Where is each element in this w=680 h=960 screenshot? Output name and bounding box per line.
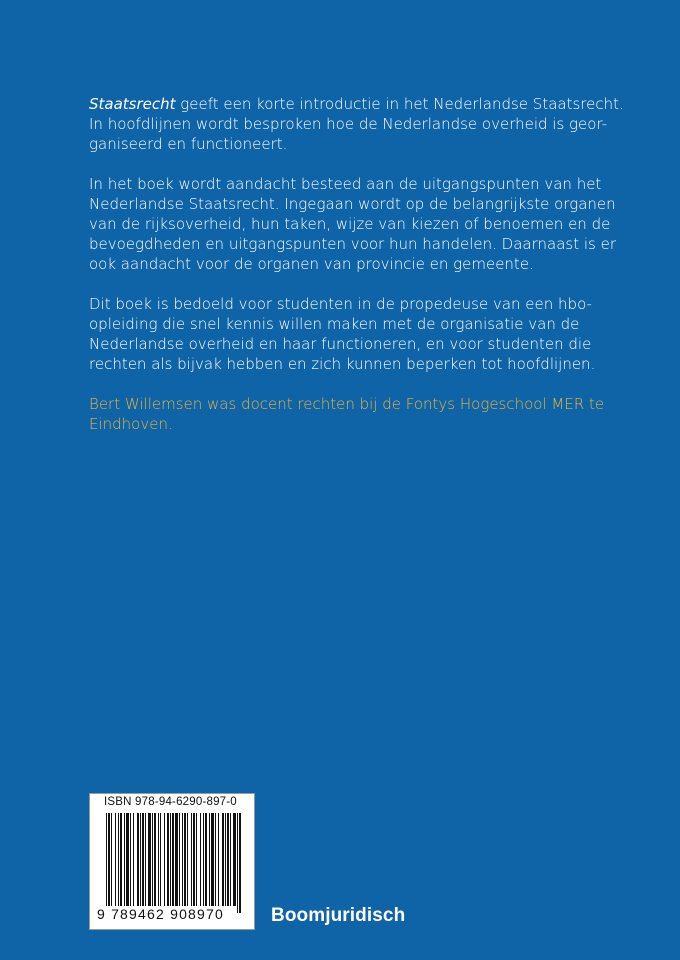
blurb-line: Dit boek is bedoeld voor studenten in de propedeuse van een hbo- <box>89 295 592 313</box>
author-bio-line: Eindhoven. <box>89 415 173 433</box>
author-bio-line: Bert Willemsen was docent rechten bij de Fontys Hogeschool MER te <box>89 395 605 413</box>
blurb-line: ganiseerd en functioneert. <box>89 135 288 153</box>
blurb-paragraph-audience <box>89 294 629 374</box>
blurb-paragraph-intro <box>89 94 629 154</box>
isbn-barcode <box>89 793 255 930</box>
blurb-line: rechten als bijvak hebben en zich kunnen beperken tot hoofdlijnen. <box>89 355 596 373</box>
book-title-italic: Staatsrecht <box>89 95 176 113</box>
publisher-logo: Boomjuridisch <box>271 905 406 926</box>
blurb-line: Nederlandse Staatsrecht. Ingegaan wordt op de belangrijkste organen <box>89 195 616 213</box>
blurb-line: van de rijksoverheid, hun taken, wijze van kiezen of benoemen en de <box>89 215 611 233</box>
author-bio <box>89 394 629 434</box>
blurb-line: opleiding die snel kennis willen maken met de organisatie van de <box>89 315 580 333</box>
back-cover-blurb <box>89 94 629 454</box>
blurb-line: In hoofdlijnen wordt besproken hoe de Nederlandse overheid is geor- <box>89 115 608 133</box>
blurb-line: bevoegdheden en uitgangspunten voor hun handelen. Daarnaast is er <box>89 235 616 253</box>
barcode-digits: 9 789462 908970 <box>97 906 224 922</box>
blurb-line: Nederlandse overheid en haar functioneren, en voor studenten die <box>89 335 592 353</box>
blurb-line: Staatsrecht geeft een korte introductie in het Nederlandse Staatsrecht. <box>89 95 624 113</box>
blurb-line: ook aandacht voor de organen van provincie en gemeente. <box>89 255 534 273</box>
blurb-line: In het boek wordt aandacht besteed aan de uitgangspunten van het <box>89 175 602 193</box>
blurb-paragraph-content <box>89 174 629 274</box>
isbn-label: ISBN 978-94-6290-897-0 <box>104 796 237 808</box>
